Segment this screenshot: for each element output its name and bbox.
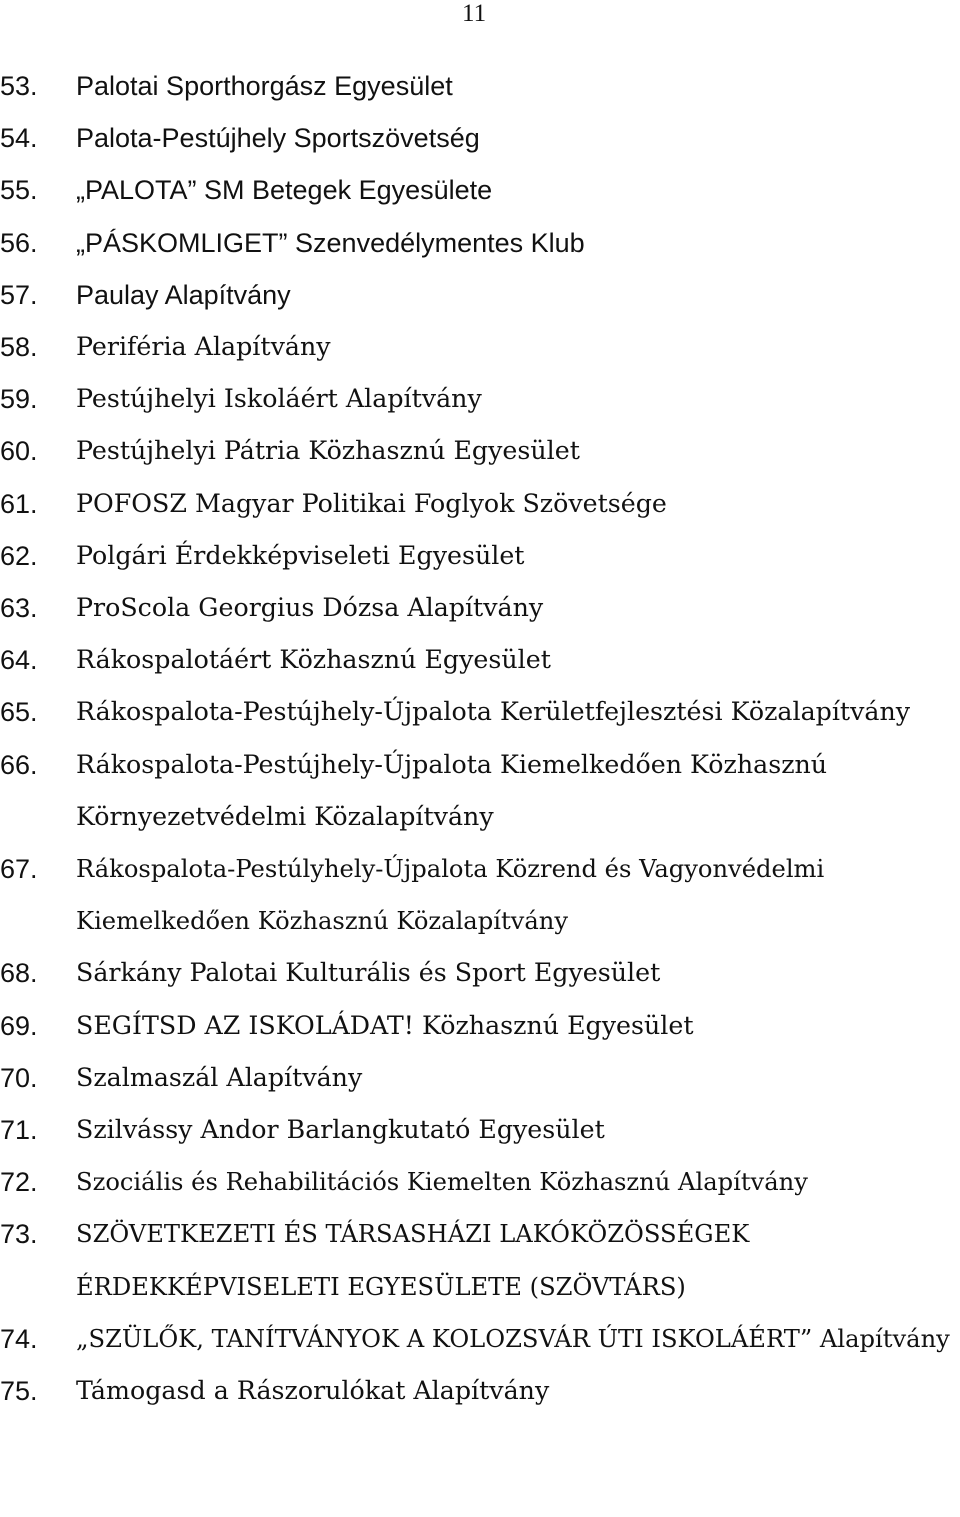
list-item xyxy=(0,1052,960,1104)
list-item xyxy=(0,112,960,164)
organization-name: Rákospalota-Pestújhely-Újpalota Kerületfejlesztési Közalapítvány xyxy=(76,697,911,727)
list-item xyxy=(0,739,960,843)
organization-name: ProScola Georgius Dózsa Alapítvány xyxy=(76,593,544,623)
list-item xyxy=(0,1000,960,1052)
list-item-number: 58. xyxy=(0,332,38,363)
list-item-number: 73. xyxy=(0,1219,38,1250)
list-item-number: 61. xyxy=(0,488,38,519)
organization-name: Szalmaszál Alapítvány xyxy=(76,1062,363,1092)
organization-name: Sárkány Palotai Kulturális és Sport Egyesület xyxy=(76,958,661,988)
page-number: 11 xyxy=(462,0,487,27)
organization-name: Szociális és Rehabilitációs Kiemelten Közhasznú Alapítvány xyxy=(76,1168,808,1197)
list-item-number: 60. xyxy=(0,436,38,467)
list-item xyxy=(0,843,960,947)
list-item-number: 66. xyxy=(0,749,38,780)
list-item xyxy=(0,425,960,477)
list-item xyxy=(0,582,960,634)
organization-name: Szilvássy Andor Barlangkutató Egyesület xyxy=(76,1115,605,1145)
organization-list xyxy=(0,60,960,1417)
list-item-number: 67. xyxy=(0,854,38,885)
list-item-number: 59. xyxy=(0,384,38,415)
organization-name: SEGÍTSD AZ ISKOLÁDAT! Közhasznú Egyesület xyxy=(76,1010,694,1040)
organization-name: SZÖVETKEZETI ÉS TÁRSASHÁZI LAKÓKÖZÖSSÉGEK ÉRDEKKÉPVISELETI EGYESÜLETE (SZÖVTÁRS) xyxy=(76,1220,750,1301)
list-item-number: 64. xyxy=(0,645,38,676)
list-item xyxy=(0,1313,960,1365)
organization-name: Rákospalota-Pestújhely-Újpalota Kiemelkedően Közhasznú Környezetvédelmi Közalapítvány xyxy=(76,749,828,831)
organization-name: Pestújhelyi Iskoláért Alapítvány xyxy=(76,384,482,414)
list-item-number: 75. xyxy=(0,1376,38,1407)
list-item xyxy=(0,217,960,269)
list-item xyxy=(0,686,960,738)
organization-name: Pestújhelyi Pátria Közhasznú Egyesület xyxy=(76,436,580,466)
list-item xyxy=(0,634,960,686)
list-item xyxy=(0,1156,960,1208)
organization-name: Rákospalotáért Közhasznú Egyesület xyxy=(76,645,551,675)
list-item xyxy=(0,530,960,582)
organization-name: Paulay Alapítvány xyxy=(76,279,291,310)
list-item xyxy=(0,164,960,216)
organization-name: Rákospalota-Pestúlyhely-Újpalota Közrend és Vagyonvédelmi Kiemelkedően Közhasznú Közalapítvány xyxy=(76,855,825,936)
organization-name: „SZÜLŐK, TANÍTVÁNYOK A KOLOZSVÁR ÚTI ISKOLÁÉRT” Alapítvány xyxy=(76,1324,950,1353)
list-item-number: 62. xyxy=(0,540,38,571)
list-item-number: 68. xyxy=(0,958,38,989)
organization-name: Polgári Érdekképviseleti Egyesület xyxy=(76,540,525,570)
list-item xyxy=(0,60,960,112)
list-item-number: 65. xyxy=(0,697,38,728)
list-item xyxy=(0,1104,960,1156)
list-item-number: 71. xyxy=(0,1115,38,1146)
list-item-number: 69. xyxy=(0,1010,38,1041)
list-item xyxy=(0,1208,960,1312)
list-item-number: 70. xyxy=(0,1062,38,1093)
list-item xyxy=(0,947,960,999)
list-item-number: 56. xyxy=(0,227,38,258)
organization-name: „PÁSKOMLIGET” Szenvedélymentes Klub xyxy=(76,227,585,258)
list-item-number: 54. xyxy=(0,123,38,154)
organization-name: Periféria Alapítvány xyxy=(76,332,331,362)
organization-name: Palota-Pestújhely Sportszövetség xyxy=(76,123,480,154)
organization-name: Támogasd a Rászorulókat Alapítvány xyxy=(76,1376,550,1406)
organization-name: „PALOTA” SM Betegek Egyesülete xyxy=(76,175,493,206)
list-item-number: 74. xyxy=(0,1323,38,1354)
organization-name: Palotai Sporthorgász Egyesület xyxy=(76,71,453,101)
list-item xyxy=(0,321,960,373)
list-item-number: 57. xyxy=(0,279,38,310)
list-item xyxy=(0,373,960,425)
list-item-number: 72. xyxy=(0,1167,38,1198)
list-item xyxy=(0,269,960,321)
organization-name: POFOSZ Magyar Politikai Foglyok Szövetsége xyxy=(76,488,667,518)
list-item-number: 53. xyxy=(0,71,38,101)
list-item xyxy=(0,478,960,530)
list-item-number: 63. xyxy=(0,593,38,624)
list-item-number: 55. xyxy=(0,175,38,206)
list-item xyxy=(0,1365,960,1417)
